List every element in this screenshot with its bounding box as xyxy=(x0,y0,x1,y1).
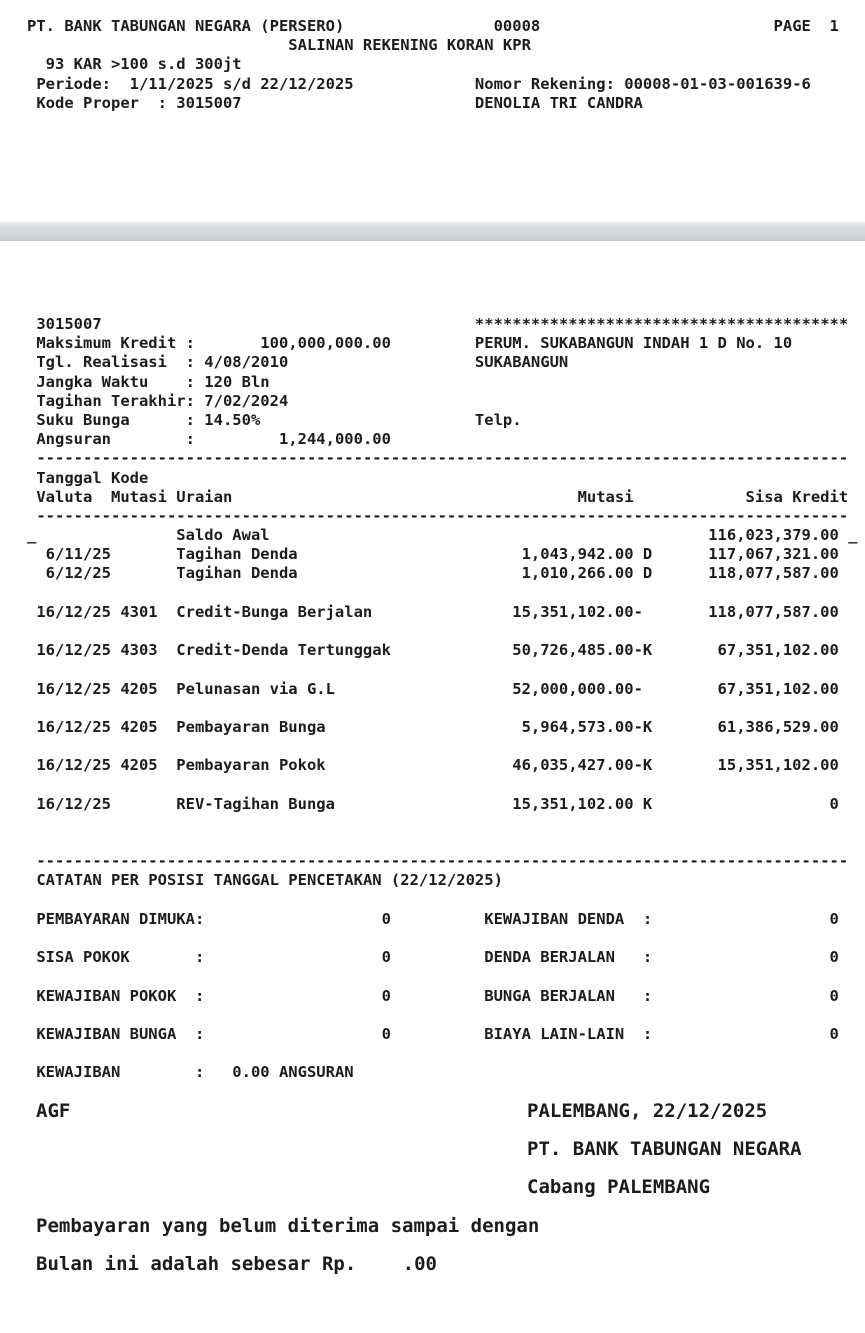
txn-balance: 61,386,529.00 xyxy=(717,717,839,736)
account-number: 3015007 xyxy=(36,315,102,333)
txn-balance: 117,067,321.00 xyxy=(708,545,839,564)
blank-line xyxy=(27,814,865,833)
col-header-mutasi-kode: Mutasi xyxy=(110,487,167,506)
city-date: PALEMBANG, 22/12/2025 xyxy=(527,1099,768,1122)
txn-amount: 15,351,102.00 xyxy=(512,602,634,621)
catatan-left-label: KEWAJIBAN BUNGA : xyxy=(36,1024,205,1043)
page-2-content xyxy=(27,241,865,1274)
blank-line xyxy=(27,1159,865,1178)
periode-line xyxy=(27,75,865,94)
txn-desc: Saldo Awal xyxy=(176,526,270,545)
dashed-divider: --------------------------------------------------------------------------------------- xyxy=(36,506,849,525)
txn-amount: 5,964,573.00 xyxy=(521,717,634,736)
suku-bunga-value: 14.50% xyxy=(204,410,261,429)
txn-code: 4303 xyxy=(120,641,158,660)
txn-balance: 116,023,379.00 xyxy=(708,526,839,545)
txn-date: 16/12/25 xyxy=(36,794,111,813)
divider-line xyxy=(27,507,865,526)
blank-line xyxy=(27,699,865,718)
table-row xyxy=(27,680,865,699)
txn-date: 16/12/25 xyxy=(36,679,111,698)
maksimum-kredit-label: Maksimum Kredit : xyxy=(36,334,195,353)
blank-line xyxy=(27,737,865,756)
kewajiban-value: 0.00 xyxy=(232,1063,270,1082)
blank-line xyxy=(27,891,865,910)
report-header-line xyxy=(27,17,865,36)
txn-suffix: -K xyxy=(633,641,653,660)
stars-divider: **************************************** xyxy=(474,315,849,333)
blank-line xyxy=(27,584,865,603)
blank-line xyxy=(27,1198,865,1217)
angsuran-value: 1,244,000.00 xyxy=(278,430,391,449)
txn-amount: 52,000,000.00 xyxy=(512,679,634,698)
txn-desc: Pembayaran Bunga xyxy=(176,717,326,736)
txn-amount: 15,351,102.00 xyxy=(512,794,634,813)
txn-suffix: -K xyxy=(633,756,653,775)
txn-date: 6/12/25 xyxy=(45,564,111,583)
maksimum-kredit-line xyxy=(27,334,865,353)
txn-desc: Credit-Denda Tertunggak xyxy=(176,641,391,660)
txn-code: 4205 xyxy=(120,679,158,698)
txn-suffix: D xyxy=(633,545,653,564)
dashed-divider: --------------------------------------------------------------------------------------- xyxy=(36,852,849,871)
tagihan-terakhir-line xyxy=(27,392,865,411)
txn-amount: 1,010,266.00 xyxy=(521,564,634,583)
txn-date: 16/12/25 xyxy=(36,756,111,775)
jangka-waktu-label: Jangka Waktu : xyxy=(36,372,195,391)
txn-amount: 50,726,485.00 xyxy=(512,641,634,660)
signature-company: PT. BANK TABUNGAN NEGARA xyxy=(527,1138,802,1161)
table-row xyxy=(27,795,865,814)
txn-date: 16/12/25 xyxy=(36,641,111,660)
catatan-right-label: DENDA BERJALAN : xyxy=(484,948,653,967)
catatan-left-label: KEWAJIBAN POKOK : xyxy=(36,986,205,1005)
tagihan-terakhir-label: Tagihan Terakhir: xyxy=(36,391,195,410)
company-name: PT. BANK TABUNGAN NEGARA (PERSERO) xyxy=(27,17,345,35)
txn-suffix: -K xyxy=(633,717,653,736)
signature-branch: Cabang PALEMBANG xyxy=(527,1176,711,1199)
blank-line xyxy=(27,622,865,641)
table-row xyxy=(27,756,865,775)
page-2 xyxy=(0,241,865,1281)
txn-suffix: - xyxy=(633,602,643,621)
dashed-divider: --------------------------------------------------------------------------------------- xyxy=(36,449,849,468)
office-code: 00008 xyxy=(493,17,541,35)
txn-desc: Pembayaran Pokok xyxy=(176,756,326,775)
catatan-left-value: 0 xyxy=(381,986,391,1005)
footer-note-line-2 xyxy=(27,1255,865,1274)
col-header-uraian: Uraian xyxy=(176,487,233,506)
telp-label: Telp. xyxy=(474,410,522,429)
txn-desc: REV-Tagihan Bunga xyxy=(176,794,335,813)
txn-code: 4301 xyxy=(120,602,158,621)
address-line-2: SUKABANGUN xyxy=(474,353,569,372)
catatan-row xyxy=(27,987,865,1006)
period-mark-left: _ xyxy=(27,526,37,545)
blank-line xyxy=(27,660,865,679)
catatan-right-value: 0 xyxy=(829,909,839,928)
txn-code: 4205 xyxy=(120,756,158,775)
nomor-rekening-value: 00008-01-03-001639-6 xyxy=(624,74,811,93)
tagihan-terakhir-value: 7/02/2024 xyxy=(204,391,289,410)
page-number: 1 xyxy=(829,17,839,35)
txn-date: 16/12/25 xyxy=(36,602,111,621)
agf-line xyxy=(27,1099,865,1122)
nomor-rekening-label: Nomor Rekening: xyxy=(474,74,615,93)
txn-desc: Tagihan Denda xyxy=(176,564,298,583)
kewajiban-unit: ANGSURAN xyxy=(278,1063,354,1082)
divider-line xyxy=(27,852,865,871)
table-row-saldo-awal xyxy=(27,526,865,545)
product-code: 93 KAR >100 s.d 300jt xyxy=(45,55,242,74)
address-line-1: PERUM. SUKABANGUN INDAH 1 D No. 10 xyxy=(474,334,793,353)
signature-company-line xyxy=(27,1140,865,1159)
footer-note-2-label: Bulan ini adalah sebesar Rp. xyxy=(36,1253,357,1276)
catatan-left-value: 0 xyxy=(381,1024,391,1043)
col-header-sisa-kredit: Sisa Kredit xyxy=(745,487,849,506)
customer-name: DENOLIA TRI CANDRA xyxy=(474,93,643,112)
txn-desc: Tagihan Denda xyxy=(176,545,298,564)
catatan-left-value: 0 xyxy=(381,948,391,967)
blank-line xyxy=(27,929,865,948)
blank-line xyxy=(27,1044,865,1063)
table-header-line-1 xyxy=(27,469,865,488)
suku-bunga-line xyxy=(27,411,865,430)
catatan-right-value: 0 xyxy=(829,1024,839,1043)
txn-suffix: D xyxy=(633,564,653,583)
statement-title-line xyxy=(27,36,865,55)
catatan-title: CATATAN PER POSISI TANGGAL PENCETAKAN (22/12/2025) xyxy=(36,871,503,890)
periode-value: 1/11/2025 s/d 22/12/2025 xyxy=(129,74,354,93)
product-line xyxy=(27,55,865,74)
txn-desc: Pelunasan via G.L xyxy=(176,679,335,698)
angsuran-line xyxy=(27,430,865,449)
footer-note-line-1 xyxy=(27,1214,865,1237)
jangka-waktu-value: 120 Bln xyxy=(204,372,270,391)
footer-note-1: Pembayaran yang belum diterima sampai dengan xyxy=(36,1214,540,1237)
account-number-line xyxy=(27,315,865,334)
table-row xyxy=(27,641,865,660)
catatan-title-line xyxy=(27,871,865,890)
catatan-right-label: BIAYA LAIN-LAIN : xyxy=(484,1024,653,1043)
col-header-tanggal: Tanggal xyxy=(36,468,102,487)
table-row xyxy=(27,718,865,737)
page-1 xyxy=(0,0,865,222)
txn-amount: 1,043,942.00 xyxy=(521,545,634,564)
txn-balance: 0 xyxy=(829,794,839,813)
catatan-row xyxy=(27,1025,865,1044)
catatan-row xyxy=(27,948,865,967)
txn-suffix: K xyxy=(633,794,653,813)
page-separator xyxy=(0,222,865,241)
kode-proper-line xyxy=(27,94,865,113)
blank-line xyxy=(27,967,865,986)
txn-balance: 118,077,587.00 xyxy=(708,564,839,583)
kode-proper-label: Kode Proper : xyxy=(36,93,167,112)
suku-bunga-label: Suku Bunga : xyxy=(36,410,195,429)
catatan-left-label: PEMBAYARAN DIMUKA: xyxy=(36,909,205,928)
catatan-right-value: 0 xyxy=(829,948,839,967)
page-1-content xyxy=(27,0,865,113)
maksimum-kredit-value: 100,000,000.00 xyxy=(260,334,391,353)
jangka-waktu-line xyxy=(27,373,865,392)
txn-balance: 67,351,102.00 xyxy=(717,679,839,698)
table-row xyxy=(27,545,865,564)
txn-balance: 67,351,102.00 xyxy=(717,641,839,660)
agf-label: AGF xyxy=(36,1099,71,1122)
period-mark-right: _ xyxy=(848,526,858,545)
kewajiban-line xyxy=(27,1063,865,1082)
catatan-left-label: SISA POKOK : xyxy=(36,948,205,967)
kode-proper-value: 3015007 xyxy=(176,93,242,112)
kewajiban-label: KEWAJIBAN : xyxy=(36,1063,205,1082)
periode-label: Periode: xyxy=(36,74,111,93)
blank-line xyxy=(27,1083,865,1102)
catatan-right-label: BUNGA BERJALAN : xyxy=(484,986,653,1005)
txn-balance: 15,351,102.00 xyxy=(717,756,839,775)
statement-title: SALINAN REKENING KORAN KPR xyxy=(288,36,531,55)
table-header-line-2 xyxy=(27,488,865,507)
txn-suffix: - xyxy=(633,679,643,698)
signature-branch-line xyxy=(27,1178,865,1197)
page-label: PAGE xyxy=(773,17,811,35)
tgl-realisasi-line xyxy=(27,353,865,372)
tgl-realisasi-label: Tgl. Realisasi : xyxy=(36,353,195,372)
divider-line xyxy=(27,449,865,468)
blank-line xyxy=(27,776,865,795)
table-row xyxy=(27,603,865,622)
blank-line xyxy=(27,833,865,852)
txn-amount: 46,035,427.00 xyxy=(512,756,634,775)
catatan-left-value: 0 xyxy=(381,909,391,928)
col-header-mutasi: Mutasi xyxy=(577,487,634,506)
blank-line xyxy=(27,1006,865,1025)
catatan-row xyxy=(27,910,865,929)
txn-desc: Credit-Bunga Berjalan xyxy=(176,602,373,621)
tgl-realisasi-value: 4/08/2010 xyxy=(204,353,289,372)
txn-code: 4205 xyxy=(120,717,158,736)
txn-balance: 118,077,587.00 xyxy=(708,602,839,621)
table-row xyxy=(27,564,865,583)
footer-note-2-value: .00 xyxy=(402,1253,437,1276)
txn-date: 6/11/25 xyxy=(45,545,111,564)
catatan-right-value: 0 xyxy=(829,986,839,1005)
col-header-kode: Kode xyxy=(110,468,149,487)
col-header-valuta: Valuta xyxy=(36,487,93,506)
angsuran-label: Angsuran : xyxy=(36,430,195,449)
catatan-right-label: KEWAJIBAN DENDA : xyxy=(484,909,653,928)
txn-date: 16/12/25 xyxy=(36,717,111,736)
